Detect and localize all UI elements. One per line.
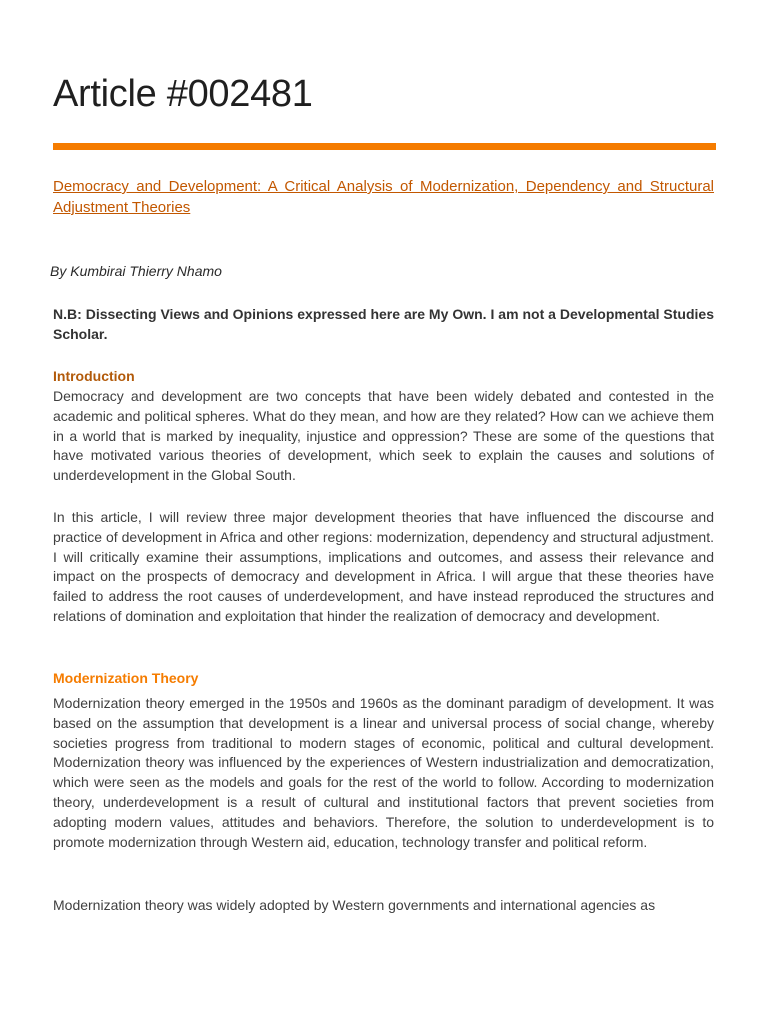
modernization-paragraph-2: Modernization theory was widely adopted by Western governments and international agencies as <box>53 897 656 913</box>
title-divider <box>53 143 716 150</box>
introduction-heading: Introduction <box>53 368 135 384</box>
author-byline: By Kumbirai Thierry Nhamo <box>50 263 222 279</box>
intro-paragraph-1: Democracy and development are two concepts that have been widely debated and contested in the academic and political spheres. What do they mean, and how are they related? How can we achieve them in a world that is marked by inequality, injustice and oppression? These are some of the questions that have motivated various theories of development, which seek to explain the causes and solutions of underdevelopment in the Global South. <box>53 388 714 484</box>
article-title: Article #002481 <box>53 73 313 115</box>
intro-paragraph-2: In this article, I will review three major development theories that have influenced the discourse and practice of development in Africa and other regions: modernization, dependency and structural adjustment. I will critically examine their assumptions, implications and outcomes, and assess their relevance and impact on the prospects of democracy and development in Africa. I will argue that these theories have failed to address the root causes of underdevelopment, and have instead reproduced the structures and relations of domination and exploitation that hinder the realization of democracy and development. <box>53 509 714 624</box>
disclaimer-note: N.B: Dissecting Views and Opinions expressed here are My Own. I am not a Developmental Studies Scholar. <box>53 306 714 342</box>
modernization-paragraph-1: Modernization theory emerged in the 1950s and 1960s as the dominant paradigm of development. It was based on the assumption that development is a linear and universal process of social change, whereby societies progress from traditional to modern stages of economic, political and cultural development. Modernization theory was influenced by the experiences of Western industrialization and democratization, which were seen as the models and goals for the rest of the world to follow. According to modernization theory, underdevelopment is a result of cultural and institutional factors that prevent societies from adopting modern values, attitudes and behaviors. Therefore, the solution to underdevelopment is to promote modernization through Western aid, education, technology transfer and political reform. <box>53 695 714 850</box>
article-subtitle-link[interactable]: Democracy and Development: A Critical Analysis of Modernization, Dependency and Structural Adjustment Theories <box>53 178 714 216</box>
modernization-heading: Modernization Theory <box>53 670 199 686</box>
